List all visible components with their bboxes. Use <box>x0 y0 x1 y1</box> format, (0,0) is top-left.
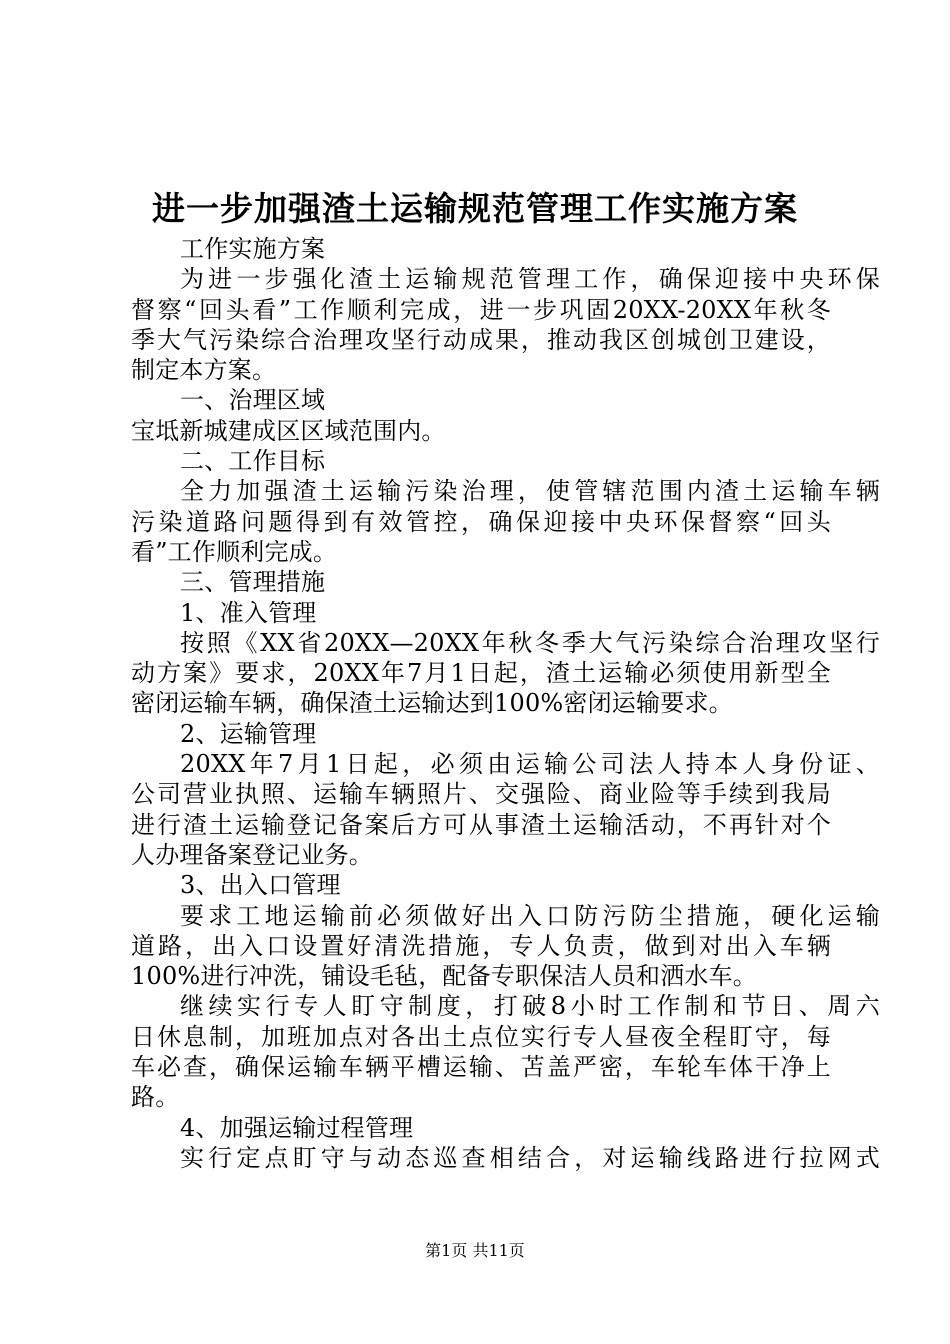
subsection-heading: 1、准入管理 <box>180 598 317 627</box>
paragraph-line: 路。 <box>131 1083 180 1112</box>
paragraph-line: 季大气污染综合治理攻坚行动成果，推动我区创城创卫建设， <box>131 325 831 354</box>
section-heading: 三、管理措施 <box>180 568 326 597</box>
paragraph-line: 工作实施方案 <box>180 235 326 263</box>
subsection-heading: 4、加强运输过程管理 <box>180 1113 414 1142</box>
paragraph-line: 公司营业执照、运输车辆照片、交强险、商业险等手续到我局 <box>131 780 831 809</box>
paragraph-line: 为进一步强化渣土运输规范管理工作，确保迎接中央环保 <box>180 265 880 294</box>
section-heading: 二、工作目标 <box>180 447 326 476</box>
page-footer: 第1页 共11页 <box>425 1241 525 1260</box>
paragraph-line: 动方案》要求，20XX年7月1日起，渣土运输必须使用新型全 <box>131 659 831 688</box>
paragraph-line: 要求工地运输前必须做好出入口防污防尘措施，硬化运输 <box>180 901 880 930</box>
paragraph-line: 密闭运输车辆，确保渣土运输达到100%密闭运输要求。 <box>131 689 733 718</box>
document-body <box>131 234 880 1173</box>
section-heading: 一、治理区域 <box>180 386 326 415</box>
paragraph-line: 按照《XX省20XX—20XX年秋冬季大气污染综合治理攻坚行 <box>180 628 880 657</box>
paragraph-line: 进行渣土运输登记备案后方可从事渣土运输活动，不再针对个 <box>131 810 831 839</box>
paragraph-line: 制定本方案。 <box>131 356 277 385</box>
paragraph-line: 督察“回头看”工作顺利完成，进一步巩固20XX-20XX年秋冬 <box>131 295 831 324</box>
paragraph-line: 100%进行冲洗，铺设毛毡，配备专职保洁人员和洒水车。 <box>131 962 758 991</box>
paragraph-line: 看”工作顺利完成。 <box>131 537 338 566</box>
paragraph-line: 20XX年7月1日起，必须由运输公司法人持本人身份证、 <box>180 750 880 779</box>
paragraph-line: 全力加强渣土运输污染治理，使管辖范围内渣土运输车辆 <box>180 477 880 506</box>
paragraph-line: 人办理备案登记业务。 <box>131 840 373 869</box>
paragraph-line: 车必查，确保运输车辆平槽运输、苫盖严密，车轮车体干净上 <box>131 1053 831 1082</box>
paragraph-line: 污染道路问题得到有效管控，确保迎接中央环保督察“回头 <box>131 507 831 536</box>
subsection-heading: 3、出入口管理 <box>180 871 341 900</box>
paragraph-line: 继续实行专人盯守制度，打破8小时工作制和节日、周六 <box>180 992 880 1021</box>
paragraph-line: 道路，出入口设置好清洗措施，专人负责，做到对出入车辆 <box>131 931 831 960</box>
paragraph-line: 实行定点盯守与动态巡查相结合，对运输线路进行拉网式 <box>180 1143 880 1172</box>
paragraph-line: 宝坻新城建成区区域范围内。 <box>131 416 446 445</box>
paragraph-line: 日休息制，加班加点对各出土点位实行专人昼夜全程盯守，每 <box>131 1022 831 1051</box>
subsection-heading: 2、运输管理 <box>180 719 317 748</box>
document-title: 进一步加强渣土运输规范管理工作实施方案 <box>152 189 798 228</box>
